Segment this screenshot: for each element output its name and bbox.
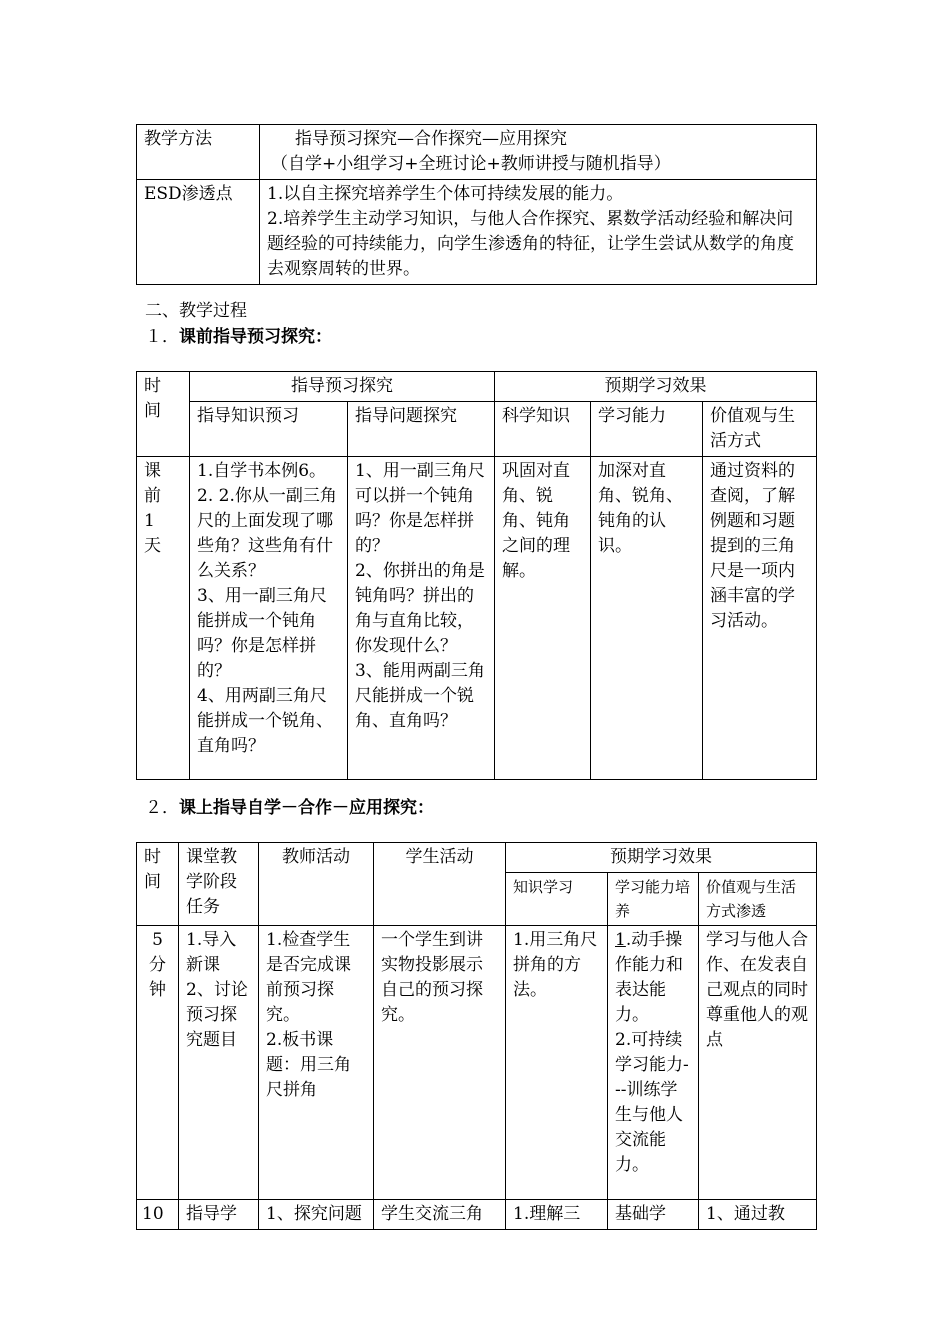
col-values-infiltration: 价值观与生活方式渗透 (699, 873, 817, 926)
method-table (136, 124, 817, 285)
class-header-row-1 (137, 843, 817, 873)
method-line2: （自学+小组学习+全班讨论+教师讲授与随机指导） (271, 154, 671, 174)
class-row-2-teacher: 1、探究问题 (259, 1200, 374, 1230)
class-row-2 (137, 1200, 817, 1230)
method-label: 教学方法 (137, 125, 260, 180)
col-knowledge-preview: 指导知识预习 (190, 402, 348, 457)
class-row-1-values: 学习与他人合作、在发表自己观点的同时尊重他人的观点 (699, 926, 817, 1200)
esd-content (260, 180, 817, 285)
preview-row-ability: 加深对直角、锐角、钝角的认识。 (591, 457, 703, 780)
part-2-number: ２． (145, 798, 179, 818)
method-line1: 指导预习探究—合作探究—应用探究 (295, 129, 567, 149)
class-row-1-ability (608, 926, 699, 1200)
part-1-number: １． (145, 327, 179, 347)
col-values: 价值观与生活方式 (703, 402, 817, 457)
esd-item-1: 1.以自主探究培养学生个体可持续发展的能力。 (267, 184, 624, 204)
preview-row (137, 457, 817, 780)
ability-number: 1 (615, 930, 626, 950)
preview-row-values: 通过资料的查阅，了解例题和习题提到的三角尺是一项内涵丰富的学习活动。 (703, 457, 817, 780)
class-row-1-stage: 1.导入新课 2、讨论预习探究题目 (179, 926, 259, 1200)
col-science-knowledge: 科学知识 (495, 402, 591, 457)
part-2-text: 课上指导自学－合作－应用探究： (179, 798, 434, 818)
part-1-title (145, 325, 332, 349)
preview-row-science: 巩固对直角、锐角、钝角之间的理解。 (495, 457, 591, 780)
class-stage-header: 课堂教学阶段任务 (179, 843, 259, 926)
class-time-header: 时 间 (137, 843, 179, 926)
col-knowledge-learning: 知识学习 (506, 873, 608, 926)
method-content (260, 125, 817, 180)
col-problem-explore: 指导问题探究 (348, 402, 495, 457)
part-2-title (145, 796, 434, 820)
class-table (136, 842, 817, 1230)
expected-effect-header: 预期学习效果 (495, 372, 817, 402)
class-row-1 (137, 926, 817, 1200)
preview-row-knowledge: 1.自学书本例6。 2. 2.你从一副三角尺的上面发现了哪些角？这些角有什么关系？ 3、用一副三角尺能拼成一个钝角吗？你是怎样拼的？ 4、用两副三角尺能拼成一个锐角、直角吗？ (190, 457, 348, 780)
col-learning-ability: 学习能力 (591, 402, 703, 457)
class-effect-header: 预期学习效果 (506, 843, 817, 873)
class-row-2-stage: 指导学 (179, 1200, 259, 1230)
class-row-2-ability: 基础学 (608, 1200, 699, 1230)
preview-row-time: 课 前 1 天 (137, 457, 190, 780)
student-activity-header: 学生活动 (374, 843, 506, 926)
class-row-1-student: 一个学生到讲实物投影展示自己的预习探究。 (374, 926, 506, 1200)
preview-header-row-1 (137, 372, 817, 402)
class-row-2-time: 10 (137, 1200, 179, 1230)
esd-item-2: 2.培养学生主动学习知识，与他人合作探究、累数学活动经验和解决问题经验的可持续能力，向学生渗透角的特征，让学生尝试从数学的角度去观察周转的世界。 (267, 209, 794, 279)
part-1-text: 课前指导预习探究： (179, 327, 332, 347)
guide-preview-header: 指导预习探究 (190, 372, 495, 402)
class-row-1-teacher: 1.检查学生是否完成课前预习探究。 2.板书课题：用三角尺拼角 (259, 926, 374, 1200)
class-row-2-student: 学生交流三角 (374, 1200, 506, 1230)
preview-time-header: 时 间 (137, 372, 190, 457)
class-row-2-values: 1、通过教 (699, 1200, 817, 1230)
method-row (137, 125, 817, 180)
class-row-1-knowledge: 1.用三角尺拼角的方法。 (506, 926, 608, 1200)
class-row-1-time: 5 分 钟 (137, 926, 179, 1200)
preview-header-row-2 (137, 402, 817, 457)
section-2-title: 二、教学过程 (145, 301, 247, 321)
teacher-activity-header: 教师活动 (259, 843, 374, 926)
ability-text: .动手操作能力和表达能力。 2.可持续学习能力---训练学生与他人交流能力。 (615, 930, 689, 1175)
col-ability-training: 学习能力培养 (608, 873, 699, 926)
class-row-2-knowledge: 1.理解三 (506, 1200, 608, 1230)
esd-label: ESD渗透点 (137, 180, 260, 285)
preview-row-problem: 1、用一副三角尺可以拼一个钝角吗？你是怎样拼的？ 2、你拼出的角是钝角吗？拼出的角与直角比较，你发现什么？ 3、能用两副三角尺能拼成一个锐角、直角吗？ (348, 457, 495, 780)
preview-table (136, 371, 817, 780)
esd-row (137, 180, 817, 285)
